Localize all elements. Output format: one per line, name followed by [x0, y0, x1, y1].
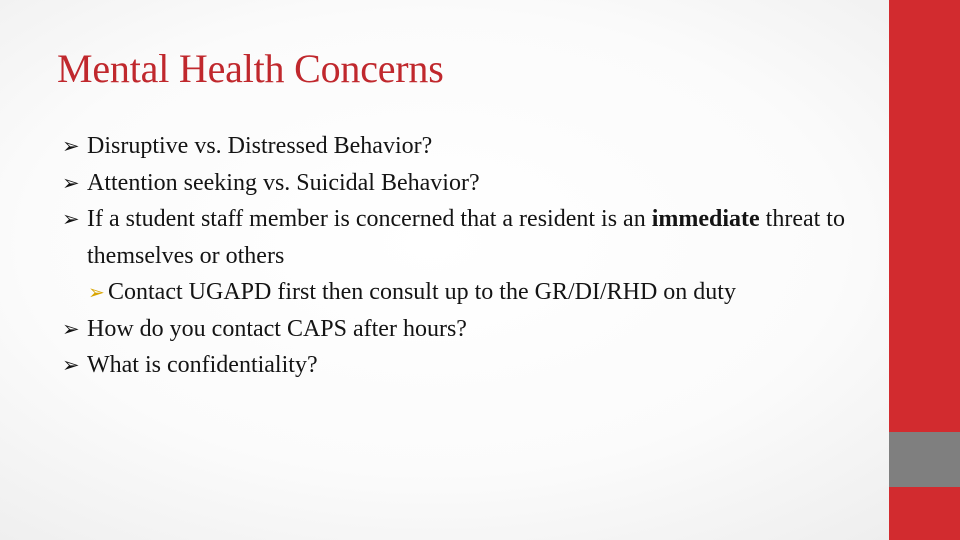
- arrowhead-sub-bullet-icon: ➢: [88, 280, 105, 304]
- bullet-text: Attention seeking vs. Suicidal Behavior?: [87, 169, 480, 196]
- arrowhead-bullet-icon: ➢: [62, 316, 80, 341]
- bullet-item: [62, 311, 862, 348]
- arrowhead-bullet-icon: ➢: [62, 353, 80, 377]
- bullet-list: [62, 128, 862, 384]
- bullet-item: [62, 201, 862, 274]
- bullet-text: What is confidentiality?: [87, 352, 318, 378]
- bullet-text-before: If a student staff member is concerned that a resident is an: [87, 206, 652, 232]
- bullet-item: [62, 347, 862, 384]
- slide-title: Mental Health Concerns: [57, 46, 444, 91]
- bullet-emphasis: immediate: [651, 206, 760, 232]
- bullet-text: How do you contact CAPS after hours?: [87, 315, 467, 342]
- bullet-text-after: threat to themselves or others: [87, 206, 845, 269]
- sub-bullet-item: [88, 274, 862, 311]
- sub-bullet-text: Contact UGAPD first then consult up to the GR/DI/RHD on duty: [108, 279, 736, 305]
- bullet-item: [62, 128, 862, 165]
- accent-bar-red-top: [889, 0, 960, 432]
- arrowhead-bullet-icon: ➢: [62, 134, 80, 158]
- bullet-item: [62, 165, 862, 202]
- arrowhead-bullet-icon: ➢: [62, 207, 80, 231]
- arrowhead-bullet-icon: ➢: [62, 170, 80, 195]
- accent-bar-red-bottom: [889, 487, 960, 540]
- accent-bar-gray: [889, 432, 960, 487]
- bullet-text: Disruptive vs. Distressed Behavior?: [87, 133, 433, 159]
